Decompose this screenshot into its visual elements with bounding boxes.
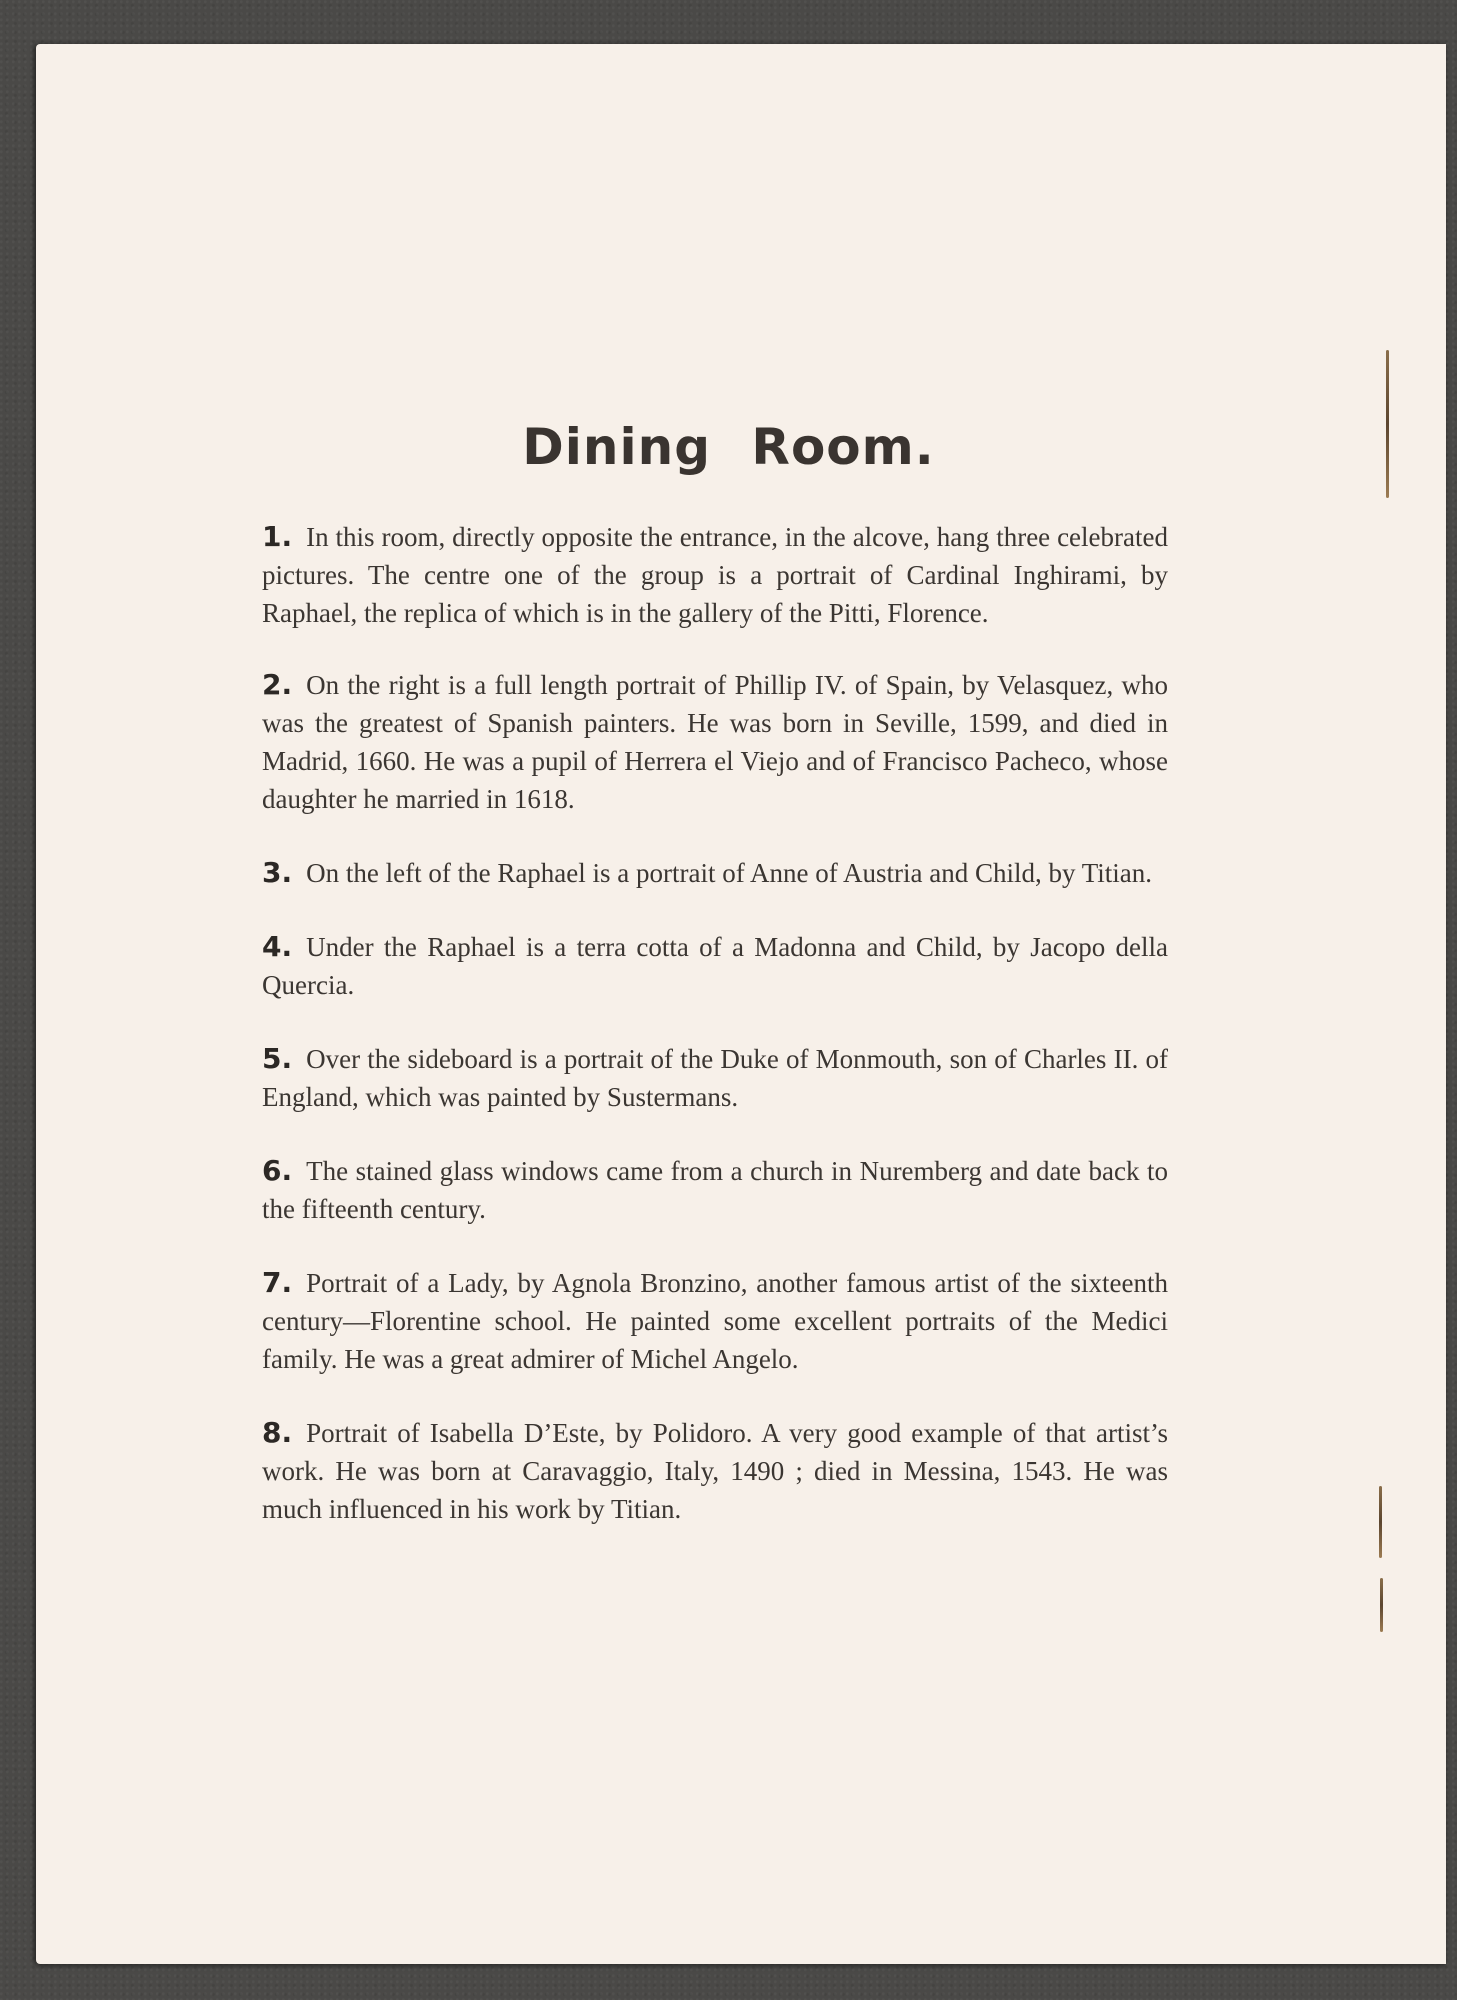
item-number: 7. xyxy=(262,1266,293,1299)
item-number: 2. xyxy=(262,668,293,701)
item-text: Over the sideboard is a portrait of the Duke of Monmouth, son of Charles II. of England, which was painted by Sustermans. xyxy=(262,1044,1168,1112)
item-number: 6. xyxy=(262,1154,293,1187)
list-item xyxy=(262,666,1168,818)
list-item xyxy=(262,1414,1168,1528)
item-list xyxy=(262,518,1168,1528)
item-text: Portrait of Isabella D’Este, by Polidoro. A very good example of that artist’s work. He was born at Caravaggio, Italy, 1490 ; died in Messina, 1543. He was much influenced in his work by Titian. xyxy=(262,1418,1168,1524)
item-text: Portrait of a Lady, by Agnola Bronzino, another famous artist of the sixteenth century—Florentine school. He painted some excellent portraits of the Medici family. He was a great admirer of Michel Angelo. xyxy=(262,1268,1168,1374)
item-text: The stained glass windows came from a church in Nuremberg and date back to the fifteenth century. xyxy=(262,1156,1168,1224)
item-text: In this room, directly opposite the entrance, in the alcove, hang three celebrated pictures. The centre one of the group is a portrait of Cardinal Inghirami, by Raphael, the replica of which is in the gallery of the Pitti, Florence. xyxy=(262,522,1168,628)
item-number: 1. xyxy=(262,520,293,553)
item-number: 8. xyxy=(262,1416,293,1449)
list-item xyxy=(262,518,1168,632)
item-text: On the left of the Raphael is a portrait of Anne of Austria and Child, by Titian. xyxy=(306,858,1152,888)
page-title: Dining Room. xyxy=(522,418,935,476)
binding-stitch xyxy=(1379,1486,1382,1558)
list-item xyxy=(262,928,1168,1004)
list-item xyxy=(262,854,1168,892)
list-item xyxy=(262,1040,1168,1116)
item-number: 3. xyxy=(262,856,293,889)
item-number: 4. xyxy=(262,930,293,963)
list-item xyxy=(262,1152,1168,1228)
item-number: 5. xyxy=(262,1042,293,1075)
list-item xyxy=(262,1264,1168,1378)
binding-stitch xyxy=(1380,1578,1383,1632)
item-text: Under the Raphael is a terra cotta of a Madonna and Child, by Jacopo della Quercia. xyxy=(262,932,1168,1000)
item-text: On the right is a full length portrait of Phillip IV. of Spain, by Velasquez, who was the greatest of Spanish painters. He was born in Seville, 1599, and died in Madrid, 1660. He was a pupil of Herrera el Viejo and of Francisco Pacheco, whose daughter he married in 1618. xyxy=(262,670,1168,814)
